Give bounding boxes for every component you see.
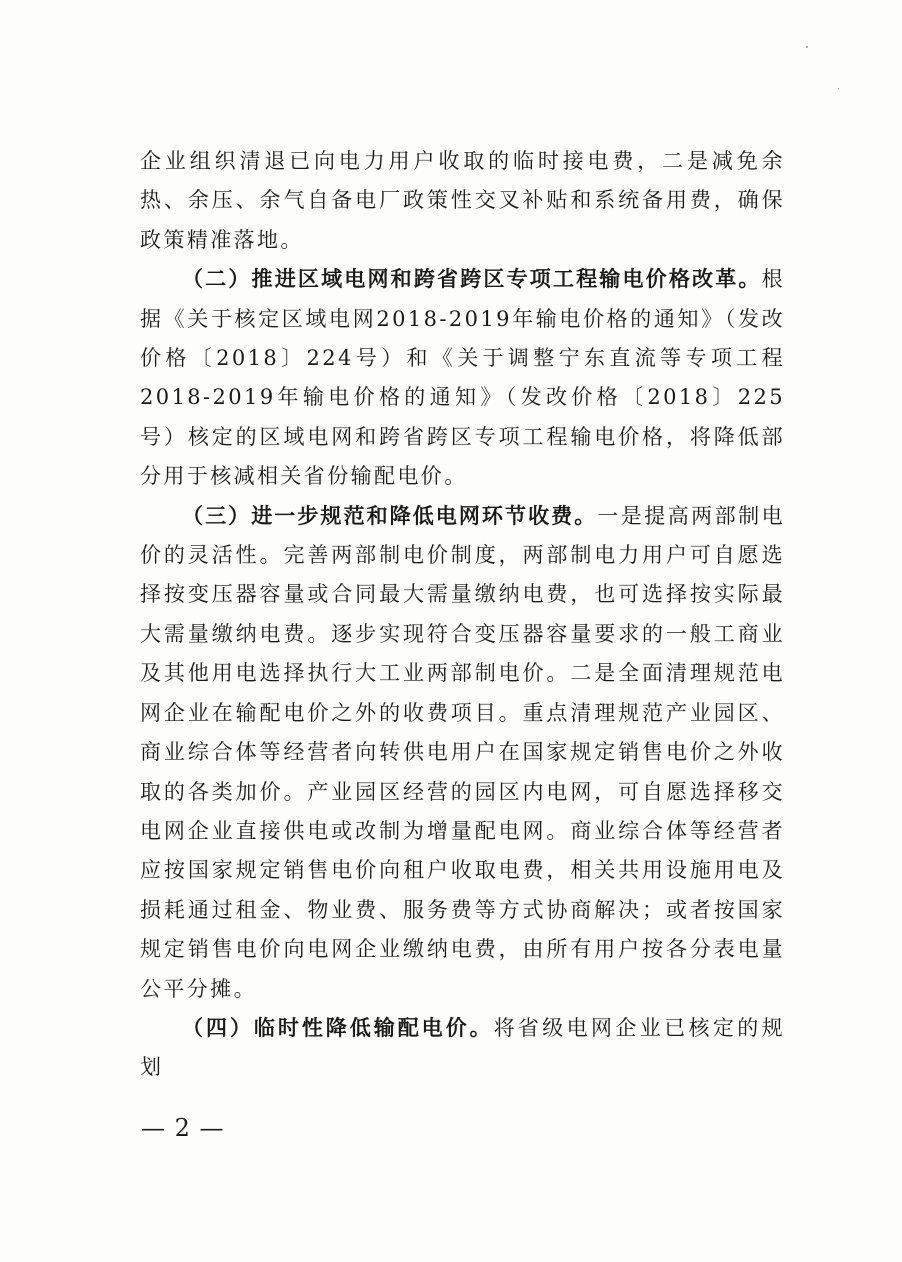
scan-speck (838, 88, 839, 89)
document-body (140, 142, 785, 1088)
section-heading: （四）临时性降低输配电价。 (182, 1015, 494, 1040)
paragraph-text: 企业组织清退已向电力用户收取的临时接电费，二是减免余热、余压、余气自备电厂政策性交叉补贴和系统备用费，确保政策精准落地。 (140, 149, 785, 252)
paragraph-continuation (140, 142, 785, 260)
paragraph-text: 根据《关于核定区域电网2018-2019年输电价格的通知》（发改价格〔2018〕224号）和《关于调整宁东直流等专项工程2018-2019年输电价格的通知》（发改价格〔2018〕225号）核定的区域电网和跨省跨区专项工程输电价格，将降低部分用于核减相关省份输配电价。 (140, 267, 785, 489)
section-heading: （二）推进区域电网和跨省跨区专项工程输电价格改革。 (182, 267, 762, 292)
scan-speck (806, 46, 808, 48)
paragraph-section-3 (140, 497, 785, 1009)
paragraph-text: 将省级电网企业已核定的规划 (140, 1015, 785, 1080)
paragraph-section-2 (140, 260, 785, 496)
paragraph-section-4 (140, 1009, 785, 1088)
paragraph-text: 一是提高两部制电价的灵活性。完善两部制电价制度，两部制电力用户可自愿选择按变压器容量或合同最大需量缴纳电费，也可选择按实际最大需量缴纳电费。逐步实现符合变压器容量要求的一般工商业及其他用电选择执行大工业两部制电价。二是全面清理规范电网企业在输配电价之外的收费项目。重点清理规范产业园区、商业综合体等经营者向转供电用户在国家规定销售电价之外收取的各类加价。产业园区经营的园区内电网，可自愿选择移交电网企业直接供电或改制为增量配电网。商业综合体等经营者应按国家规定销售电价向租户收取电费，相关共用设施用电及损耗通过租金、物业费、服务费等方式协商解决；或者按国家规定销售电价向电网企业缴纳电费，由所有用户按各分表电量公平分摊。 (140, 503, 785, 1001)
page-number: — 2 — (141, 1114, 225, 1142)
section-heading: （三）进一步规范和降低电网环节收费。 (182, 503, 598, 528)
